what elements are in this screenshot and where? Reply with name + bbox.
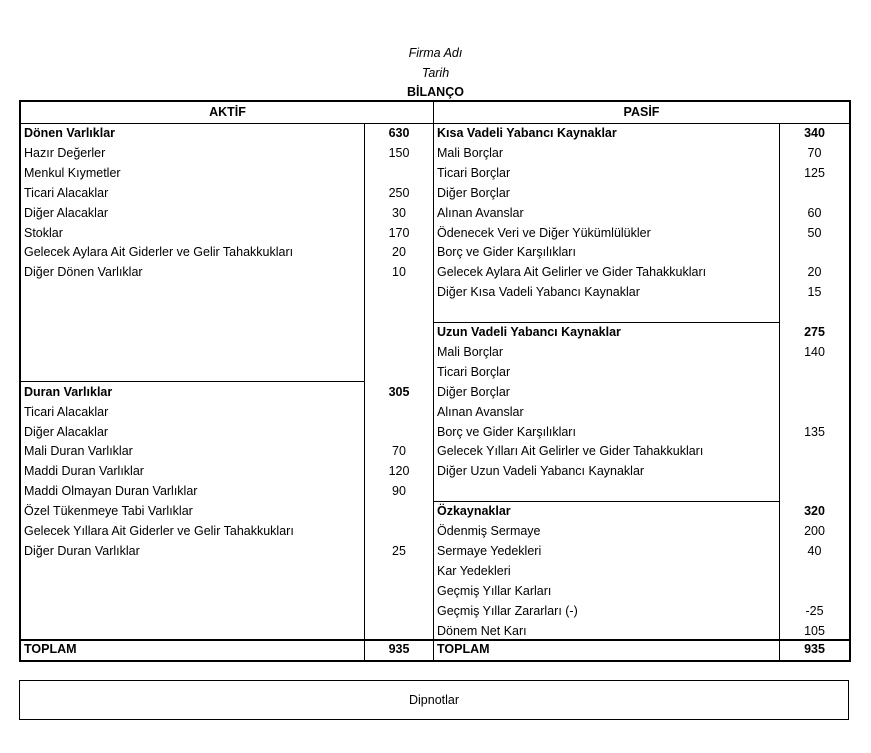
- line-item-label: Gelecek Yılları Ait Gelirler ve Gider Tahakkukları: [437, 444, 704, 459]
- line-item-value: [780, 582, 849, 602]
- line-item-label: Diğer Kısa Vadeli Yabancı Kaynaklar: [437, 285, 640, 300]
- report-title: BİLANÇO: [407, 85, 464, 99]
- line-item-value: -25: [805, 603, 824, 618]
- aktif-total-label: TOPLAM: [24, 642, 77, 656]
- line-item-value: 30: [392, 205, 406, 220]
- line-item-value: 200: [804, 524, 825, 538]
- line-item-value: 105: [804, 623, 825, 638]
- line-item-label: Menkul Kıymetler: [24, 165, 121, 180]
- line-item-label: Hazır Değerler: [24, 145, 106, 160]
- line-item-label: Ticari Alacaklar: [24, 185, 109, 200]
- line-item-label: Diğer Borçlar: [437, 185, 510, 200]
- line-item-label: Ticari Borçlar: [437, 165, 511, 180]
- line-item-value: [365, 502, 433, 522]
- line-item-value: [780, 243, 849, 263]
- line-item-label: Mali Borçlar: [437, 145, 503, 160]
- line-item-value: 10: [392, 265, 406, 280]
- pasif-heading: PASİF: [623, 105, 660, 119]
- section-total: 320: [804, 504, 825, 519]
- line-item-value: 20: [807, 265, 822, 280]
- line-item-label: Stoklar: [24, 225, 63, 240]
- line-item-label: Gelecek Aylara Ait Gelirler ve Gider Tahakkukları: [437, 265, 707, 280]
- line-item-label: Diğer Dönen Varlıklar: [24, 265, 143, 280]
- line-item-value: [780, 462, 849, 482]
- line-item-label: Diğer Alacaklar: [24, 424, 109, 439]
- section-title: Özkaynaklar: [437, 504, 511, 519]
- line-item-label: Alınan Avanslar: [437, 205, 524, 220]
- section-title: Dönen Varlıklar: [24, 126, 116, 140]
- line-item-value: [780, 562, 849, 582]
- line-item-value: [780, 184, 849, 204]
- line-item-value: 90: [392, 484, 406, 499]
- line-item-label: Kar Yedekleri: [437, 563, 511, 578]
- company-name: Firma Adı: [408, 46, 463, 60]
- footnotes-box: Dipnotlar: [19, 680, 849, 720]
- line-item-label: Borç ve Gider Karşılıkları: [437, 245, 576, 260]
- divider: [21, 639, 849, 641]
- aktif-heading: AKTİF: [209, 105, 246, 119]
- section-total: 305: [388, 384, 410, 399]
- pasif-total-label: TOPLAM: [437, 642, 490, 656]
- line-item-value: 25: [392, 543, 406, 558]
- line-item-label: Maddi Duran Varlıklar: [24, 464, 144, 479]
- section-total: 275: [804, 325, 825, 339]
- line-item-value: [365, 522, 433, 542]
- line-item-label: Alınan Avanslar: [437, 404, 524, 419]
- line-item-value: [780, 403, 849, 423]
- divider: [21, 123, 849, 124]
- line-item-label: Ticari Borçlar: [437, 364, 511, 379]
- line-item-label: Dönem Net Karı: [437, 623, 527, 638]
- line-item-value: 125: [804, 165, 825, 180]
- line-item-value: [365, 403, 433, 423]
- line-item-value: 70: [807, 145, 822, 160]
- line-item-label: Ticari Alacaklar: [24, 404, 109, 419]
- line-item-value: [365, 423, 433, 443]
- section-title: Kısa Vadeli Yabancı Kaynaklar: [437, 126, 617, 140]
- line-item-value: 170: [388, 225, 410, 240]
- section-total: 630: [388, 126, 410, 140]
- section-total: 340: [804, 126, 825, 140]
- line-item-label: Geçmiş Yıllar Zararları (-): [437, 603, 578, 618]
- line-item-label: Ödenecek Veri ve Diğer Yükümlülükler: [437, 225, 651, 240]
- line-item-value: 50: [807, 225, 822, 240]
- divider: [433, 102, 434, 660]
- line-item-value: 20: [392, 245, 406, 260]
- line-item-label: Mali Duran Varlıklar: [24, 444, 133, 459]
- line-item-label: Geçmiş Yıllar Karları: [437, 583, 552, 598]
- pasif-total-value: 935: [804, 642, 825, 656]
- line-item-label: Mali Borçlar: [437, 344, 503, 359]
- line-item-value: [780, 442, 849, 462]
- line-item-value: 70: [392, 444, 406, 459]
- line-item-value: 120: [388, 464, 410, 479]
- balance-table: [19, 100, 851, 662]
- report-date: Tarih: [421, 66, 450, 80]
- line-item-label: Diğer Alacaklar: [24, 205, 109, 220]
- line-item-label: Borç ve Gider Karşılıkları: [437, 424, 576, 439]
- line-item-label: Gelecek Aylara Ait Giderler ve Gelir Tahakkukları: [24, 245, 294, 260]
- line-item-label: Sermaye Yedekleri: [437, 543, 542, 558]
- line-item-label: Ödenmiş Sermaye: [437, 524, 541, 538]
- line-item-label: Diğer Uzun Vadeli Yabancı Kaynaklar: [437, 464, 645, 479]
- line-item-value: [365, 164, 433, 184]
- line-item-value: [780, 383, 849, 403]
- line-item-value: [780, 363, 849, 383]
- line-item-value: 60: [807, 205, 822, 220]
- aktif-total-value: 935: [388, 642, 410, 656]
- line-item-value: 250: [388, 185, 410, 200]
- line-item-value: 15: [807, 285, 822, 300]
- line-item-value: 140: [804, 344, 825, 359]
- line-item-label: Diğer Duran Varlıklar: [24, 543, 140, 558]
- line-item-value: 135: [804, 424, 825, 439]
- line-item-value: 40: [807, 543, 822, 558]
- line-item-label: Özel Tükenmeye Tabi Varlıklar: [24, 504, 193, 519]
- line-item-label: Diğer Borçlar: [437, 384, 510, 399]
- line-item-label: Maddi Olmayan Duran Varlıklar: [24, 484, 198, 499]
- section-title: Uzun Vadeli Yabancı Kaynaklar: [437, 325, 621, 339]
- line-item-label: Gelecek Yıllara Ait Giderler ve Gelir Tahakkukları: [24, 524, 294, 538]
- line-item-value: 150: [388, 145, 410, 160]
- section-title: Duran Varlıklar: [24, 384, 113, 399]
